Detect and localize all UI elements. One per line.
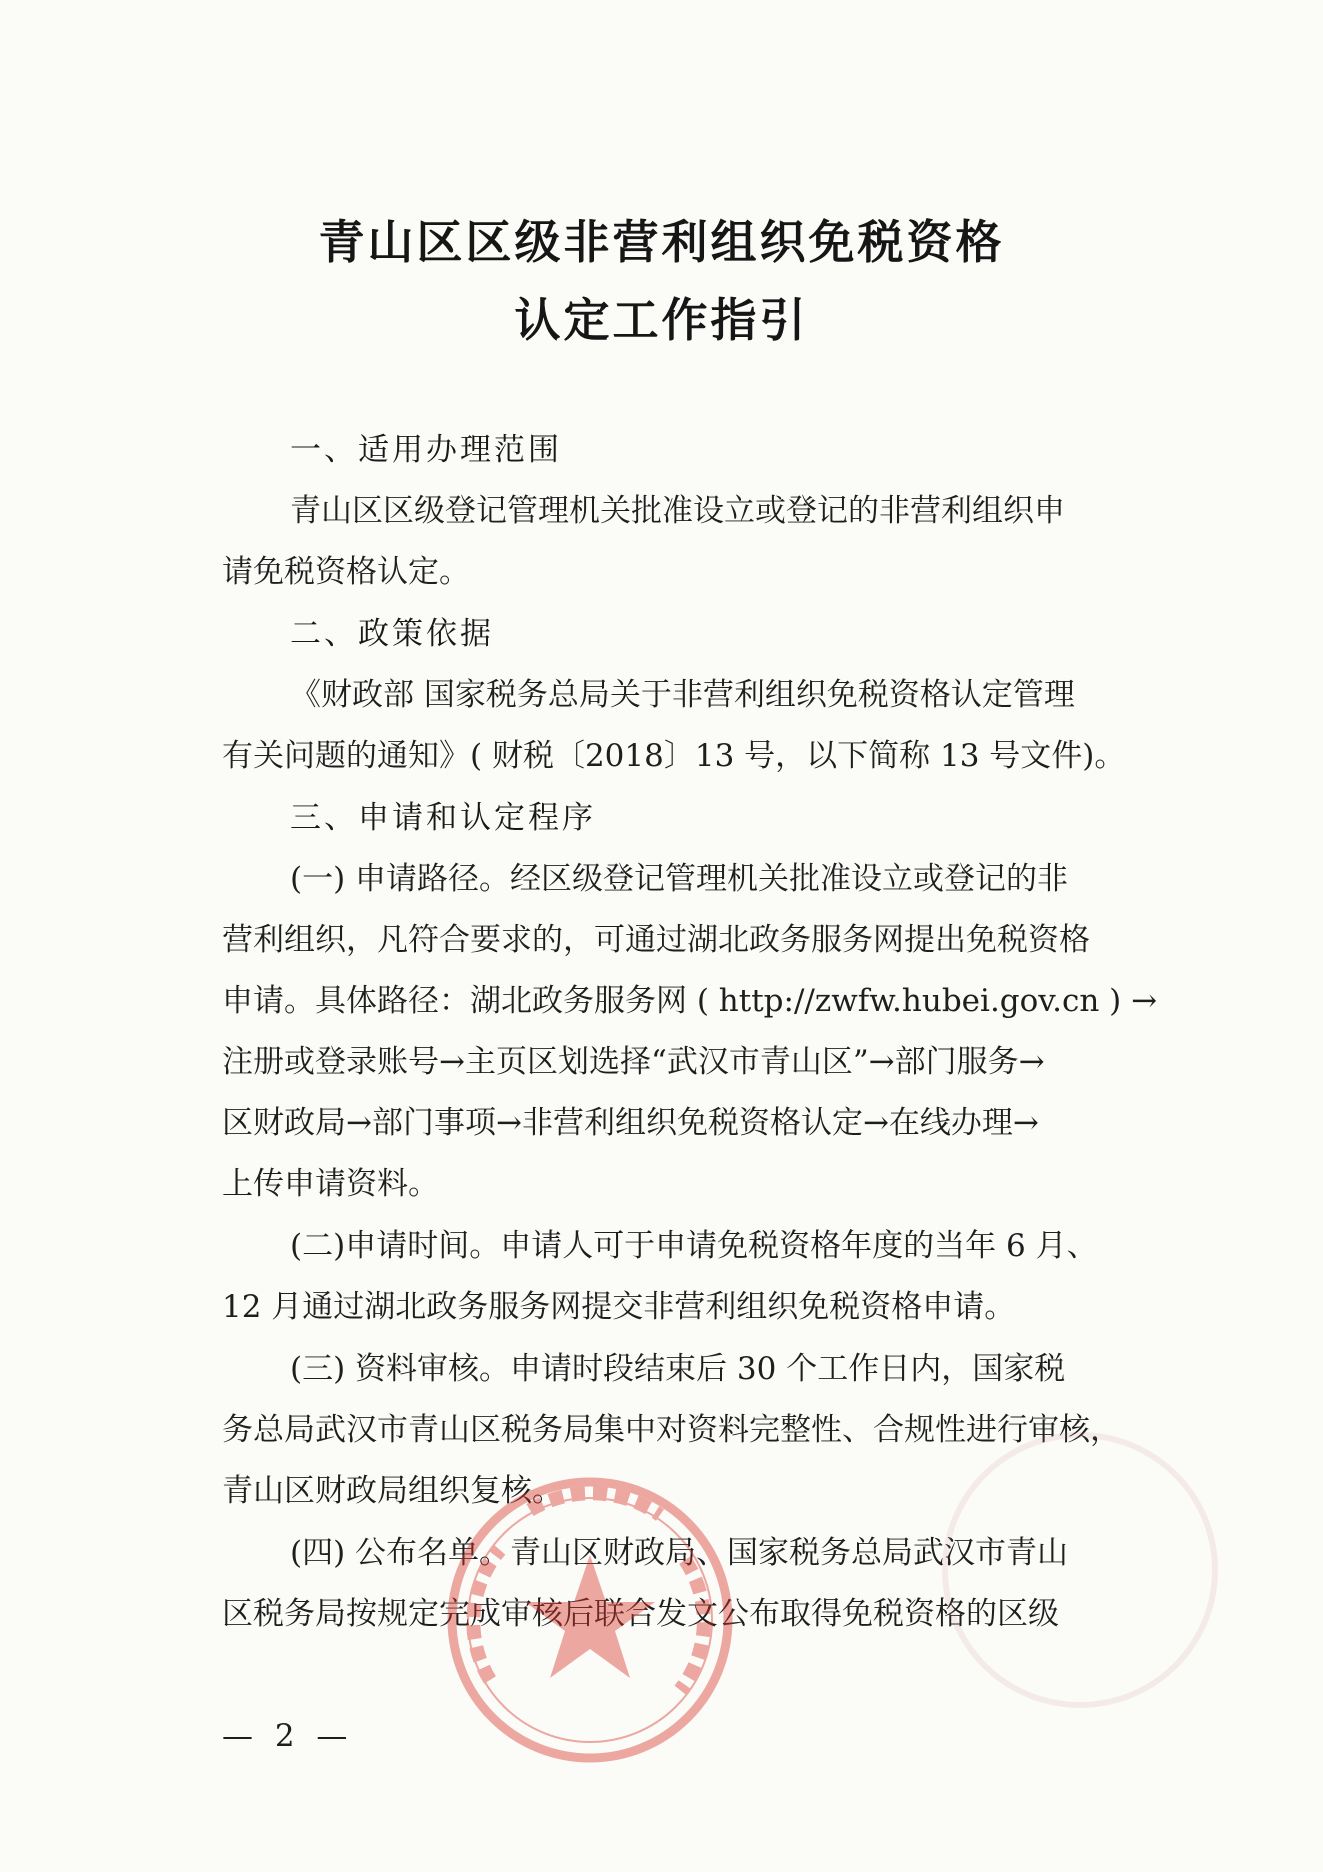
item-1-line-3: 申请。具体路径：湖北政务服务网 ( http://zwfw.hubei.gov.cn ) →	[222, 983, 1158, 1019]
item-4-line-1: (四) 公布名单。青山区财政局、国家税务总局武汉市青山	[290, 1535, 1069, 1571]
item-3-line-3: 青山区财政局组织复核。	[222, 1473, 563, 1509]
item-1-line-2: 营利组织，凡符合要求的，可通过湖北政务服务网提出免税资格	[222, 922, 1090, 958]
item-4-line-2: 区税务局按规定完成审核后联合发文公布取得免税资格的区级	[222, 1596, 1059, 1632]
section-1-line-1: 青山区区级登记管理机关批准设立或登记的非营利组织申	[290, 493, 1065, 529]
document-title-line-2: 认定工作指引	[514, 293, 809, 347]
item-1-line-5: 区财政局→部门事项→非营利组织免税资格认定→在线办理→	[222, 1105, 1039, 1141]
item-1-line-6: 上传申请资料。	[222, 1166, 439, 1202]
item-2-line-1: (二)申请时间。申请人可于申请免税资格年度的当年 6 月、	[290, 1228, 1098, 1264]
page-number: — 2 —	[222, 1718, 354, 1754]
item-1-line-4: 注册或登录账号→主页区划选择“武汉市青山区”→部门服务→	[222, 1044, 1045, 1080]
item-1-line-1: (一) 申请路径。经区级登记管理机关批准设立或登记的非	[290, 861, 1069, 897]
section-2-heading: 二、政策依据	[290, 616, 494, 652]
red-official-seal-icon	[440, 1470, 740, 1770]
section-1-line-2: 请免税资格认定。	[222, 554, 470, 590]
section-2-line-1: 《财政部 国家税务总局关于非营利组织免税资格认定管理	[290, 677, 1075, 713]
section-3-heading: 三、申请和认定程序	[290, 800, 596, 836]
item-3-line-2: 务总局武汉市青山区税务局集中对资料完整性、合规性进行审核，	[222, 1412, 1121, 1448]
section-1-heading: 一、适用办理范围	[290, 432, 562, 468]
faint-seal-icon	[930, 1420, 1230, 1720]
section-2-line-2: 有关问题的通知》( 财税〔2018〕13 号，以下简称 13 号文件)。	[222, 738, 1126, 774]
document-title-line-1: 青山区区级非营利组织免税资格	[318, 215, 1005, 269]
item-2-line-2: 12 月通过湖北政务服务网提交非营利组织免税资格申请。	[222, 1289, 1016, 1325]
item-3-line-1: (三) 资料审核。申请时段结束后 30 个工作日内，国家税	[290, 1351, 1066, 1387]
